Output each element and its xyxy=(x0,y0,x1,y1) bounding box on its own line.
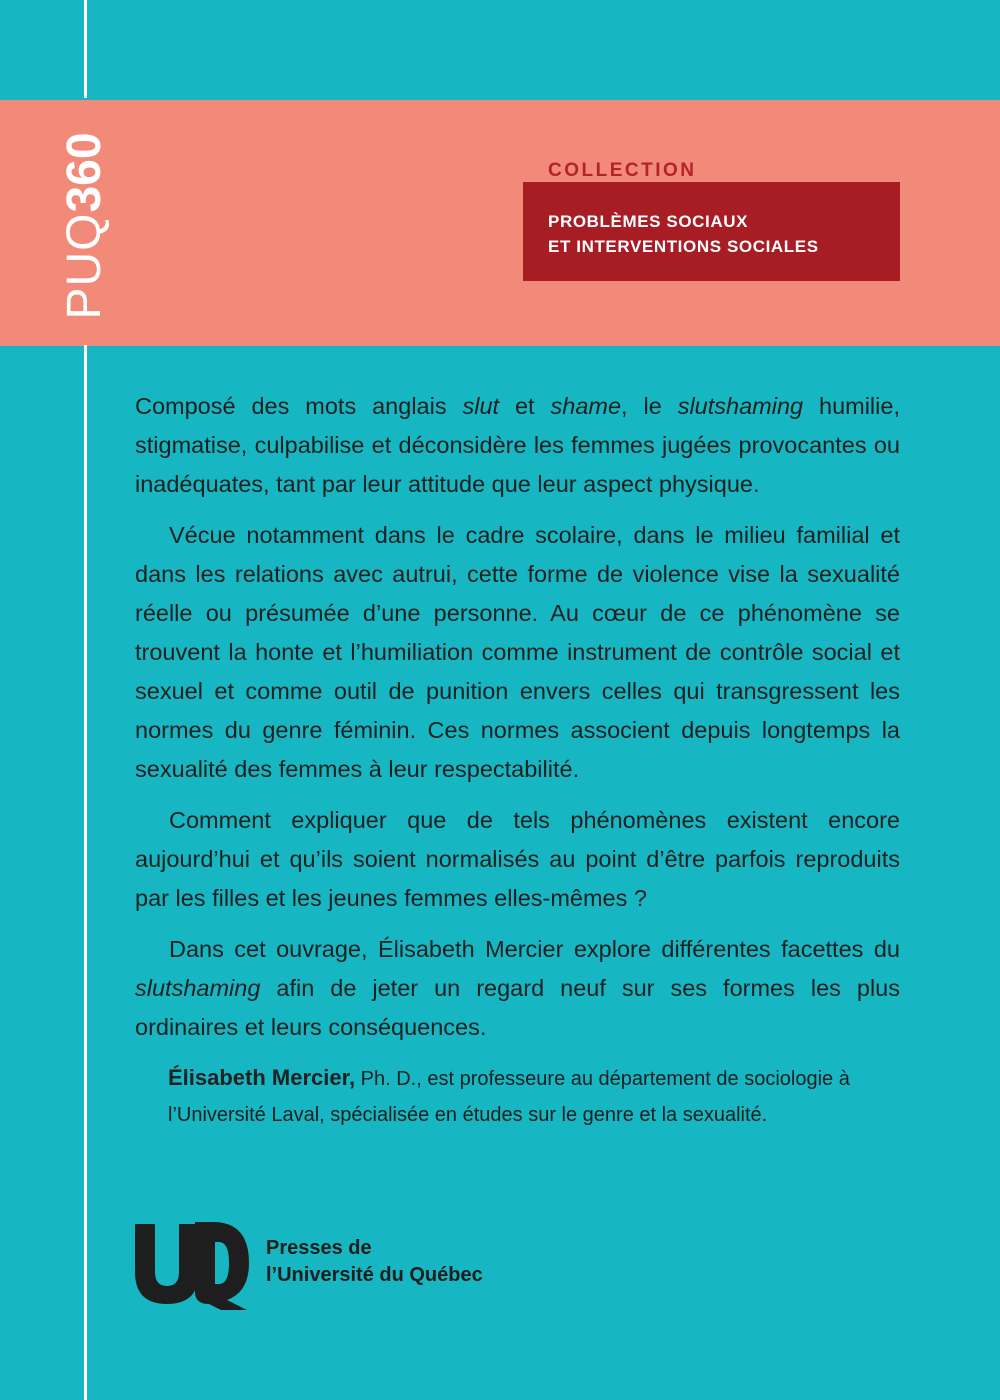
series-logo-bold-text: 360 xyxy=(58,132,111,213)
italic-term: slutshaming xyxy=(135,975,261,1001)
text-run: afin de jeter un regard neuf sur ses formes les plus ordinaires et leurs conséquences. xyxy=(135,975,900,1040)
text-run: Dans cet ouvrage, Élisabeth Mercier explore différentes facettes du xyxy=(169,936,900,962)
author-bio xyxy=(168,1060,878,1133)
vertical-rule-top xyxy=(84,0,87,98)
author-name: Élisabeth Mercier, xyxy=(168,1065,356,1090)
paragraph-4 xyxy=(135,930,900,1047)
collection-label: COLLECTION xyxy=(548,160,697,181)
text-run: humilie, stigmatise, culpabilise et déconsidère les femmes jugées provocantes ou inadéquates, tant par leur attitude que leur aspect physique. xyxy=(135,393,900,497)
puq360-series-logo xyxy=(40,126,130,326)
paragraph-2: Vécue notamment dans le cadre scolaire, dans le milieu familial et dans les relations avec autrui, cette forme de violence vise la sexualité réelle ou présumée d’une personne. Au cœur de ce phénomène se trouvent la honte et l’humiliation comme instrument de contrôle social et sexuel et comme outil de punition envers celles qui transgressent les normes du genre féminin. Ces normes associent depuis longtemps la sexualité des femmes à leur respectabilité. xyxy=(135,522,900,782)
text-run: , le xyxy=(621,393,678,419)
vertical-rule-bottom xyxy=(84,345,87,1400)
back-cover-description xyxy=(135,387,900,1059)
publisher-name-line2: l’Université du Québec xyxy=(266,1264,483,1286)
publisher-logo xyxy=(135,1220,515,1315)
italic-term: slutshaming xyxy=(677,393,804,419)
collection-title-line2: ET INTERVENTIONS SOCIALES xyxy=(548,237,819,256)
author-bio-text: Ph. D., est professeure au département de sociologie à l’Université Laval, spécialisée en études sur le genre et la sexualité. xyxy=(168,1068,850,1126)
text-run: Composé des mots anglais xyxy=(135,393,463,419)
italic-term: slut xyxy=(462,393,500,419)
publisher-name-line1: Presses de xyxy=(266,1237,372,1259)
text-run: et xyxy=(499,393,551,419)
collection-title-box xyxy=(523,182,900,281)
italic-term: shame xyxy=(550,393,622,419)
paragraph-3: Comment expliquer que de tels phénomènes existent encore aujourd’hui et qu’ils soient normalisés au point d’être parfois reproduits par les filles et les jeunes femmes elles-mêmes ? xyxy=(135,807,900,911)
publisher-name xyxy=(266,1235,483,1289)
series-logo-light-text: PUQ xyxy=(58,212,111,320)
paragraph-1 xyxy=(135,387,900,504)
uq-monogram-icon xyxy=(135,1220,255,1312)
collection-title-line1: PROBLÈMES SOCIAUX xyxy=(548,212,749,231)
